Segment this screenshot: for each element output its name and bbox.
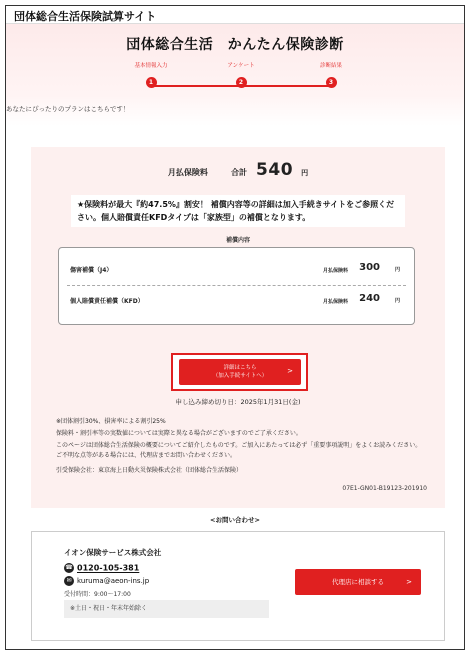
business-hours: 受付時間：9:00～17:00 [64,591,131,598]
yen-unit: 円 [301,169,309,177]
progress-steps [121,62,361,102]
phone-line [64,563,139,573]
step-result [301,62,361,88]
total-premium [31,160,445,180]
email-line [64,576,149,586]
step-label: アンケート [227,63,255,69]
phone-link[interactable]: 0120-105-381 [77,563,140,573]
result-panel [31,147,445,508]
site-title: 団体総合生活保険試算サイト [6,6,464,24]
yen-unit: 円 [394,298,400,304]
coverage-premium-label: 月払保険料 [323,268,349,274]
step-number: 3 [326,77,337,88]
mail-icon: ✉ [64,576,74,586]
email-link[interactable]: kuruma@aeon-ins.jp [77,577,150,585]
coverage-amount: 300 [359,262,380,273]
page-frame [5,5,465,650]
coverage-amount: 240 [359,293,380,304]
coverage-box [58,247,415,325]
step-survey [211,62,271,88]
coverage-row [67,287,406,317]
step-number: 1 [146,77,157,88]
coverage-row [67,256,406,286]
coverage-title: 補償内容 [225,237,250,244]
contact-heading: <お問い合わせ> [210,516,260,524]
discount-notice: ★保険料が最大『約47.5%』割安！ 補償内容等の詳細は加入手続きサイトをご参照ください。個人賠償責任KFDタイプは「家族型」の補償となります。 [71,195,405,227]
note-item: 保険料・割引率等の実数値については実際と異なる場合がございますのでご了承ください。 [56,430,302,437]
consult-button-label: 代理店に相談する [332,578,384,586]
premium-label: 月払保険料 [167,168,208,177]
document-code: 07E1-GN01-B19123-201910 [342,485,427,492]
yen-unit: 円 [394,267,400,273]
closed-days: ※土日・祝日・年末年始除く [64,600,269,618]
consult-agent-button[interactable] [295,569,421,595]
deadline-text: 申し込み締め切り日：2025年1月31日(金) [175,398,301,406]
detail-button[interactable] [179,359,301,385]
phone-icon: ☎ [65,564,73,571]
detail-button-sublabel: （加入手続サイトへ） [212,373,268,379]
detail-button-label: 詳細はこちら [223,365,257,371]
step-label: 基本情報入力 [134,63,168,69]
coverage-name: 傷害補償（J4） [70,267,113,274]
total-amount: 540 [256,160,294,180]
step-basic-info [121,62,181,88]
chevron-right-icon: > [406,578,412,586]
note-item: ※団体割引30%、損害率による割引25% [56,418,166,425]
step-number: 2 [236,77,247,88]
company-name: イオン保険サービス株式会社 [64,548,162,557]
coverage-premium-label: 月払保険料 [323,299,349,305]
note-item: 引受保険会社：東京海上日動火災保険株式会社（団体総合生活保険） [56,467,243,474]
coverage-name: 個人賠償責任補償（KFD） [70,298,144,305]
result-subtitle: あなたにぴったりのプランはこちらです！ [6,105,130,113]
notes [56,417,426,478]
chevron-right-icon: > [287,367,293,375]
total-label: 合計 [230,168,247,177]
contact-box [31,531,445,641]
step-label: 診断結果 [319,63,342,69]
page-title: 団体総合生活 かんたん保険診断 [126,37,344,53]
detail-button-highlight [171,353,308,391]
note-item: このページは団体総合生活保険の概要についてご紹介したものです。ご加入にあたっては必ず「重要事項説明」をよくお読みください。ご不明な点等がある場合には、代理店までお問い合わせください。 [56,442,422,459]
